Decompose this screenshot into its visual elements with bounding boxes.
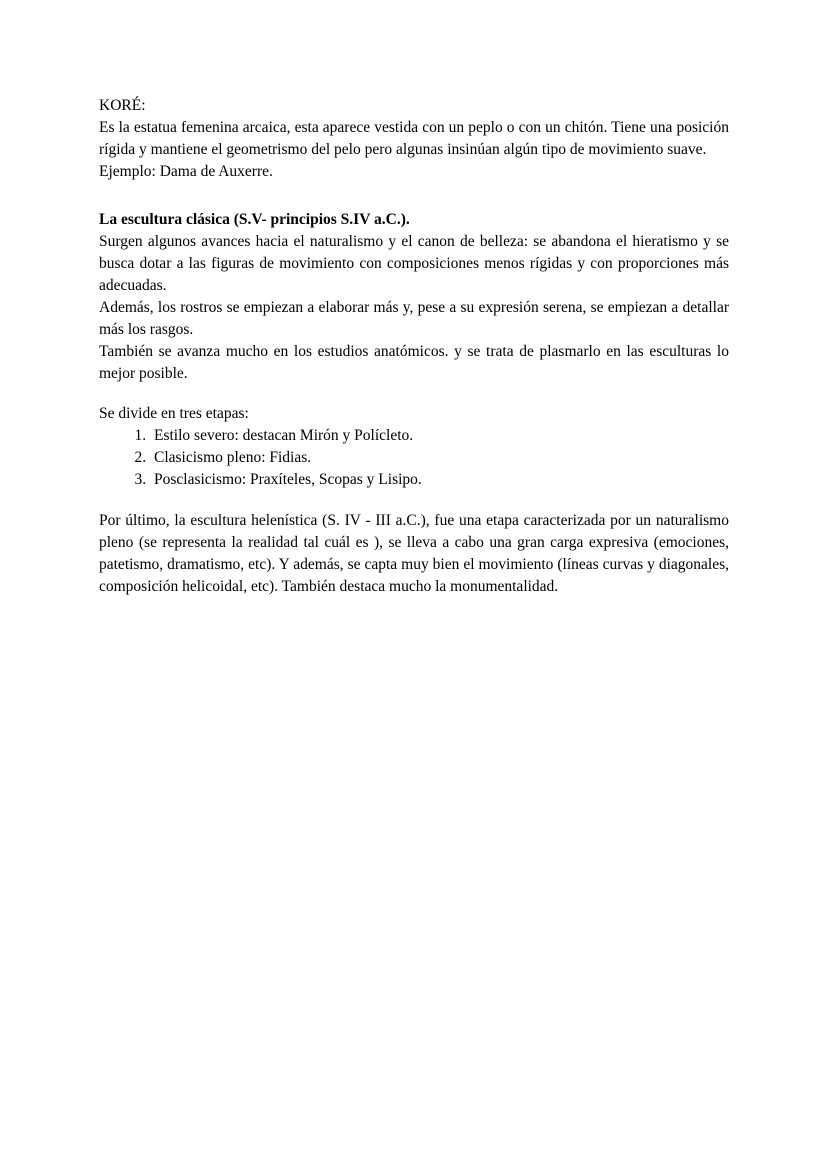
list-item: 3. Posclasicismo: Praxíteles, Scopas y Lisipo. [150,469,729,491]
clasica-paragraph-3: También se avanza mucho en los estudios anatómicos. y se trata de plasmarlo en las esculturas lo mejor posible. [99,343,729,382]
etapas-intro-paragraph: Se divide en tres etapas: [99,405,249,422]
list-item: 1. Estilo severo: destacan Mirón y Polícleto. [150,425,729,447]
document-content [99,95,729,598]
etapas-list [99,425,729,491]
escultura-clasica-heading: La escultura clásica (S.V- principios S.IV a.C.). [99,211,410,228]
clasica-paragraph-2: Además, los rostros se empiezan a elaborar más y, pese a su expresión serena, se empiezan a detallar más los rasgos. [99,299,729,338]
kore-body-paragraph: Es la estatua femenina arcaica, esta aparece vestida con un peplo o con un chitón. Tiene una posición rígida y mantiene el geometrismo del pelo pero algunas insinúan algún tipo de movimiento suave. [99,119,729,158]
list-item: 2. Clasicismo pleno: Fidias. [150,447,729,469]
kore-title: KORÉ: [99,97,146,114]
clasica-paragraph-1: Surgen algunos avances hacia el naturalismo y el canon de belleza: se abandona el hieratismo y se busca dotar a las figuras de movimiento con composiciones menos rígidas y con proporciones más adecuadas. [99,233,729,294]
helenistica-paragraph: Por último, la escultura helenística (S. IV - III a.C.), fue una etapa caracterizada por un naturalismo pleno (se representa la realidad tal cuál es ), se lleva a cabo una gran carga expresiva (emociones, patetismo, dramatismo, etc). Y además, se capta muy bien el movimiento (líneas curvas y diagonales, composición helicoidal, etc). También destaca mucho la monumentalidad. [99,512,729,595]
kore-example-paragraph: Ejemplo: Dama de Auxerre. [99,163,273,180]
